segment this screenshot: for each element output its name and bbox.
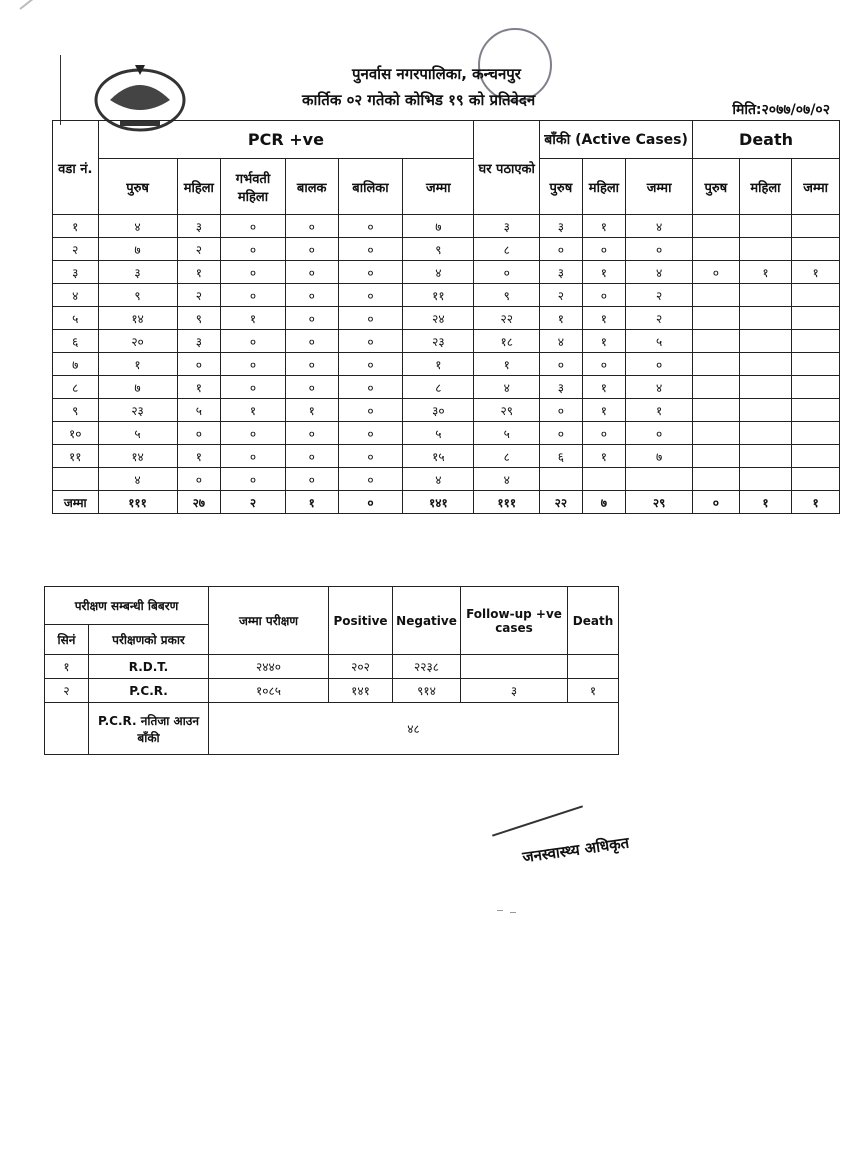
death-cell [792, 399, 840, 422]
table-cell: १ [582, 376, 626, 399]
ward-number-cell: ५ [53, 307, 99, 330]
table-row [53, 399, 840, 422]
table-cell: ५ [98, 422, 177, 445]
death-female-header: महिला [739, 159, 792, 215]
pcr-girl-header: बालिका [338, 159, 403, 215]
total-tests-header: जम्मा परीक्षण [209, 587, 329, 655]
table-cell: १ [582, 215, 626, 238]
table-cell: २ [626, 284, 693, 307]
table-cell: १ [582, 445, 626, 468]
table-cell: ९ [177, 307, 221, 330]
death-cell [693, 284, 740, 307]
active-female-header: महिला [582, 159, 626, 215]
negative-cell: ९१४ [393, 679, 461, 703]
table-cell: ० [285, 353, 338, 376]
table-cell: १५ [403, 445, 474, 468]
death-cell [693, 445, 740, 468]
table-cell: ० [221, 468, 286, 491]
death-cell [739, 468, 792, 491]
table-cell: ० [540, 399, 583, 422]
table-cell: ३ [98, 261, 177, 284]
death-cell [693, 399, 740, 422]
table-cell: ० [338, 399, 403, 422]
total-cell: १ [285, 491, 338, 514]
table-cell: ० [626, 422, 693, 445]
table-cell: १ [474, 353, 540, 376]
table-cell: ४ [474, 468, 540, 491]
table-cell: ० [582, 353, 626, 376]
death-cell [693, 422, 740, 445]
ward-number-cell: १ [53, 215, 99, 238]
table-cell: २२ [474, 307, 540, 330]
report-subtitle: कार्तिक ०२ गतेको कोभिड १९ को प्रतिवेदन [302, 91, 536, 109]
table-cell: २९ [474, 399, 540, 422]
table-cell: १ [221, 307, 286, 330]
death-total-header: जम्मा [792, 159, 840, 215]
table-cell: ५ [403, 422, 474, 445]
death-cell [739, 376, 792, 399]
table-cell: ६ [540, 445, 583, 468]
ward-number-cell: ११ [53, 445, 99, 468]
death-cell [739, 445, 792, 468]
death-cell [792, 422, 840, 445]
table-cell: १४ [98, 445, 177, 468]
table-cell: ४ [626, 215, 693, 238]
table-cell: ० [285, 307, 338, 330]
table-cell: ० [285, 445, 338, 468]
table-cell: ० [177, 422, 221, 445]
table-cell: ३ [540, 261, 583, 284]
test-type-cell: P.C.R. [89, 679, 209, 703]
table-row [53, 468, 840, 491]
followup-header: Follow-up +ve cases [461, 587, 568, 655]
table-cell: ० [338, 307, 403, 330]
table-cell: ३ [177, 330, 221, 353]
signatory-title: जनस्वास्थ्य अधिकृत [521, 833, 631, 867]
table-cell: १ [285, 399, 338, 422]
death-header: Death [693, 121, 840, 159]
death-cell [792, 468, 840, 491]
table-cell: ४ [626, 376, 693, 399]
signature-scribble [492, 805, 583, 836]
table-cell: १ [177, 376, 221, 399]
total-cell: १ [792, 491, 840, 514]
death-cell [792, 353, 840, 376]
positive-cell: २०२ [329, 655, 393, 679]
positive-cell: १४१ [329, 679, 393, 703]
test-type-header: परीक्षणको प्रकार [89, 625, 209, 655]
active-male-header: पुरुष [540, 159, 583, 215]
table-cell: ७ [98, 238, 177, 261]
table-cell: २ [177, 238, 221, 261]
table-cell: ० [338, 215, 403, 238]
table-cell: ० [582, 284, 626, 307]
table-cell: ० [285, 330, 338, 353]
table-cell: ८ [474, 238, 540, 261]
death-cell [693, 468, 740, 491]
death-cell [792, 284, 840, 307]
table-cell: ० [285, 284, 338, 307]
tests-death-header: Death [568, 587, 619, 655]
followup-cell: ३ [461, 679, 568, 703]
death-cell [792, 238, 840, 261]
table-cell: ० [474, 261, 540, 284]
table-cell: ० [221, 284, 286, 307]
home-isolation-header: घर पठाएको [474, 121, 540, 215]
table-cell: ४ [626, 261, 693, 284]
margin-line [60, 55, 61, 125]
test-type-cell: R.D.T. [89, 655, 209, 679]
active-total-header: जम्मा [626, 159, 693, 215]
table-cell: १ [626, 399, 693, 422]
total-cell: ० [338, 491, 403, 514]
table-cell: ० [285, 215, 338, 238]
table-cell: ० [338, 445, 403, 468]
table-cell: ० [338, 284, 403, 307]
table-row [53, 307, 840, 330]
table-cell: २३ [403, 330, 474, 353]
death-cell [693, 215, 740, 238]
table-cell: ० [285, 238, 338, 261]
table-cell: १ [582, 330, 626, 353]
table-cell: ० [285, 422, 338, 445]
table-cell: ० [221, 376, 286, 399]
table-row [53, 284, 840, 307]
total-cell: १११ [474, 491, 540, 514]
table-cell: ० [177, 353, 221, 376]
negative-header: Negative [393, 587, 461, 655]
death-cell [739, 330, 792, 353]
table-cell: ३० [403, 399, 474, 422]
table-cell: ११ [403, 284, 474, 307]
death-cell [792, 445, 840, 468]
table-cell: १ [177, 261, 221, 284]
death-cell [739, 284, 792, 307]
pending-label: P.C.R. नतिजा आउन बाँकी [89, 703, 209, 755]
table-cell: ९ [403, 238, 474, 261]
ward-number-cell: १० [53, 422, 99, 445]
total-cell: १४१ [403, 491, 474, 514]
table-row [53, 422, 840, 445]
pcr-total-header: जम्मा [403, 159, 474, 215]
sn-cell: १ [45, 655, 89, 679]
table-cell: ५ [177, 399, 221, 422]
table-cell: २० [98, 330, 177, 353]
table-cell: ३ [540, 376, 583, 399]
table-cell: ० [338, 330, 403, 353]
table-cell: ० [338, 238, 403, 261]
total-cell: २२ [540, 491, 583, 514]
table-cell: ० [582, 238, 626, 261]
table-cell: ३ [474, 215, 540, 238]
death-cell [568, 655, 619, 679]
ward-number-cell: ८ [53, 376, 99, 399]
table-cell [626, 468, 693, 491]
table-cell [582, 468, 626, 491]
totals-row [53, 491, 840, 514]
table-cell: ५ [626, 330, 693, 353]
table-cell: ७ [98, 376, 177, 399]
table-cell: २ [626, 307, 693, 330]
table-cell: १८ [474, 330, 540, 353]
report-date: मिति:२०७७/०७/०२ [732, 102, 830, 118]
table-cell: २ [177, 284, 221, 307]
table-cell: ० [177, 468, 221, 491]
covid-ward-table [52, 120, 840, 514]
total-tests-cell: २४४० [209, 655, 329, 679]
table-cell: ७ [626, 445, 693, 468]
death-cell [693, 307, 740, 330]
table-cell: ० [221, 422, 286, 445]
table-cell: ० [221, 215, 286, 238]
table-cell: १४ [98, 307, 177, 330]
table-cell: ४ [474, 376, 540, 399]
pending-value: ४८ [209, 703, 619, 755]
death-cell: ० [693, 261, 740, 284]
total-cell: २९ [626, 491, 693, 514]
death-cell: १ [792, 261, 840, 284]
table-cell [540, 468, 583, 491]
followup-cell [461, 655, 568, 679]
table-cell: १ [221, 399, 286, 422]
active-cases-header: बाँकी (Active Cases) [540, 121, 693, 159]
table-cell: १ [582, 261, 626, 284]
total-cell: ० [693, 491, 740, 514]
table-cell: ९ [98, 284, 177, 307]
death-cell [739, 307, 792, 330]
total-cell: १११ [98, 491, 177, 514]
death-male-header: पुरुष [693, 159, 740, 215]
total-cell: ७ [582, 491, 626, 514]
table-row [53, 330, 840, 353]
total-cell: २७ [177, 491, 221, 514]
table-row [45, 703, 619, 755]
table-cell: ४ [98, 215, 177, 238]
table-cell: ३ [177, 215, 221, 238]
table-cell: ८ [403, 376, 474, 399]
death-cell [693, 376, 740, 399]
table-cell: १ [98, 353, 177, 376]
table-cell: ० [626, 238, 693, 261]
table-cell: ० [221, 445, 286, 468]
municipality-title: पुनर्वास नगरपालिका, कन्चनपुर [352, 65, 521, 83]
table-cell: ८ [474, 445, 540, 468]
table-row [45, 655, 619, 679]
death-cell [792, 330, 840, 353]
death-cell [739, 353, 792, 376]
table-cell: ० [285, 376, 338, 399]
sn-header: सिनं [45, 625, 89, 655]
table-cell: ० [338, 376, 403, 399]
death-cell [792, 215, 840, 238]
death-cell [739, 238, 792, 261]
table-cell: ० [540, 353, 583, 376]
table-cell: ० [540, 238, 583, 261]
table-cell: १ [403, 353, 474, 376]
ward-header: वडा नं. [53, 121, 99, 215]
paper-speck [497, 910, 503, 911]
ward-number-cell: २ [53, 238, 99, 261]
total-cell: १ [739, 491, 792, 514]
table-row [53, 238, 840, 261]
positive-header: Positive [329, 587, 393, 655]
table-row [53, 376, 840, 399]
table-cell: ४ [98, 468, 177, 491]
pcr-header: PCR +ve [98, 121, 474, 159]
table-cell: ० [285, 468, 338, 491]
table-cell: ७ [403, 215, 474, 238]
pcr-female-header: महिला [177, 159, 221, 215]
ward-number-cell [53, 468, 99, 491]
table-cell: ० [221, 330, 286, 353]
ward-number-cell: ४ [53, 284, 99, 307]
table-cell: ० [221, 261, 286, 284]
table-cell: ९ [474, 284, 540, 307]
ward-number-cell: ३ [53, 261, 99, 284]
table-cell: ० [626, 353, 693, 376]
death-cell [739, 422, 792, 445]
death-cell [739, 215, 792, 238]
death-cell [739, 399, 792, 422]
sn-cell: २ [45, 679, 89, 703]
pcr-pregnant-header: गर्भवती महिला [221, 159, 286, 215]
table-cell: ४ [540, 330, 583, 353]
table-row [53, 261, 840, 284]
paper-crease [19, 0, 91, 10]
table-cell: १ [540, 307, 583, 330]
ward-number-cell: ६ [53, 330, 99, 353]
table-cell: ० [338, 353, 403, 376]
table-row [53, 445, 840, 468]
ward-number-cell: ७ [53, 353, 99, 376]
table-cell: ४ [403, 261, 474, 284]
table-cell: ० [285, 261, 338, 284]
tests-summary-table [44, 586, 619, 755]
death-cell [792, 376, 840, 399]
tests-section-header: परीक्षण सम्बन्धी बिबरण [45, 587, 209, 625]
negative-cell: २२३८ [393, 655, 461, 679]
table-cell: ० [338, 422, 403, 445]
paper-speck [510, 912, 516, 913]
total-tests-cell: १०८५ [209, 679, 329, 703]
table-cell: १ [582, 307, 626, 330]
table-cell: ० [582, 422, 626, 445]
table-cell: २ [540, 284, 583, 307]
total-cell: २ [221, 491, 286, 514]
table-cell: १ [582, 399, 626, 422]
pcr-boy-header: बालक [285, 159, 338, 215]
death-cell: १ [739, 261, 792, 284]
table-row [45, 679, 619, 703]
death-cell [693, 353, 740, 376]
table-cell: ५ [474, 422, 540, 445]
table-cell: २३ [98, 399, 177, 422]
pcr-male-header: पुरुष [98, 159, 177, 215]
table-cell: १ [177, 445, 221, 468]
table-cell: २४ [403, 307, 474, 330]
ward-number-cell: ९ [53, 399, 99, 422]
table-cell: ० [221, 353, 286, 376]
table-cell: ० [221, 238, 286, 261]
table-cell: ० [338, 468, 403, 491]
death-cell [693, 330, 740, 353]
total-label: जम्मा [53, 491, 99, 514]
table-cell: ० [540, 422, 583, 445]
death-cell: १ [568, 679, 619, 703]
table-cell: ३ [540, 215, 583, 238]
table-cell: ४ [403, 468, 474, 491]
table-row [53, 215, 840, 238]
table-cell: ० [338, 261, 403, 284]
death-cell [792, 307, 840, 330]
death-cell [693, 238, 740, 261]
sn-cell [45, 703, 89, 755]
table-row [53, 353, 840, 376]
